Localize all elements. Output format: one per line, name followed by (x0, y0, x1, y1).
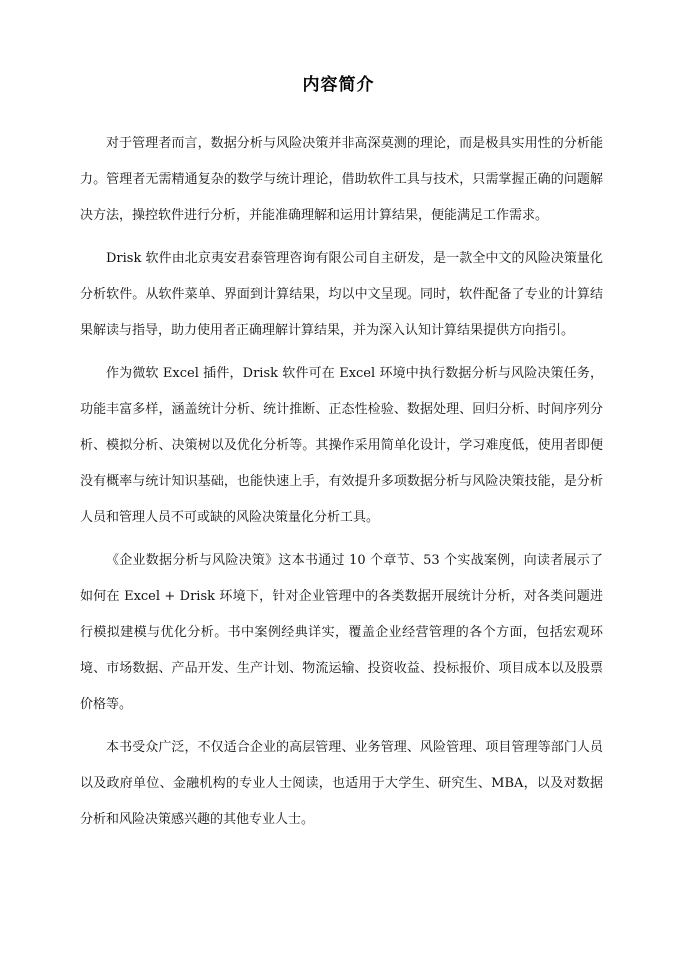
paragraph-2: Drisk 软件由北京夷安君泰管理咨询有限公司自主研发，是一款全中文的风险决策量化分析软件。从软件菜单、界面到计算结果，均以中文呈现。同时，软件配备了专业的计算结果解读与指导，助力使用者正确理解计算结果，并为深入认知计算结果提供方向指引。 (80, 251, 603, 338)
paragraph-1: 对于管理者而言，数据分析与风险决策并非高深莫测的理论，而是极具实用性的分析能力。管理者无需精通复杂的数学与统计理论，借助软件工具与技术，只需掌握正确的问题解决方法，操控软件进行分析，并能准确理解和运用计算结果，便能满足工作需求。 (80, 136, 603, 223)
paragraph-5: 本书受众广泛，不仅适合企业的高层管理、业务管理、风险管理、项目管理等部门人员以及政府单位、金融机构的专业人士阅读，也适用于大学生、研究生、MBA，以及对数据分析和风险决策感兴趣的其他专业人士。 (80, 740, 603, 827)
document-body (80, 126, 603, 838)
paragraph-4: 《企业数据分析与风险决策》这本书通过 10 个章节、53 个实战案例，向读者展示了如何在 Excel + Drisk 环境下，针对企业管理中的各类数据开展统计分析，对各类问题进行模拟建模与优化分析。书中案例经典详实，覆盖企业经营管理的各个方面，包括宏观环境、市场数据、产品开发、生产计划、物流运输、投资收益、投标报价、项目成本以及股票价格等。 (80, 553, 603, 712)
paragraph-3: 作为微软 Excel 插件，Drisk 软件可在 Excel 环境中执行数据分析与风险决策任务，功能丰富多样，涵盖统计分析、统计推断、正态性检验、数据处理、回归分析、时间序列分析、模拟分析、决策树以及优化分析等。其操作采用简单化设计，学习难度低，使用者即便没有概率与统计知识基础，也能快速上手，有效提升多项数据分析与风险决策技能，是分析人员和管理人员不可或缺的风险决策量化分析工具。 (80, 366, 603, 525)
page-title: 内容简介 (302, 75, 375, 95)
